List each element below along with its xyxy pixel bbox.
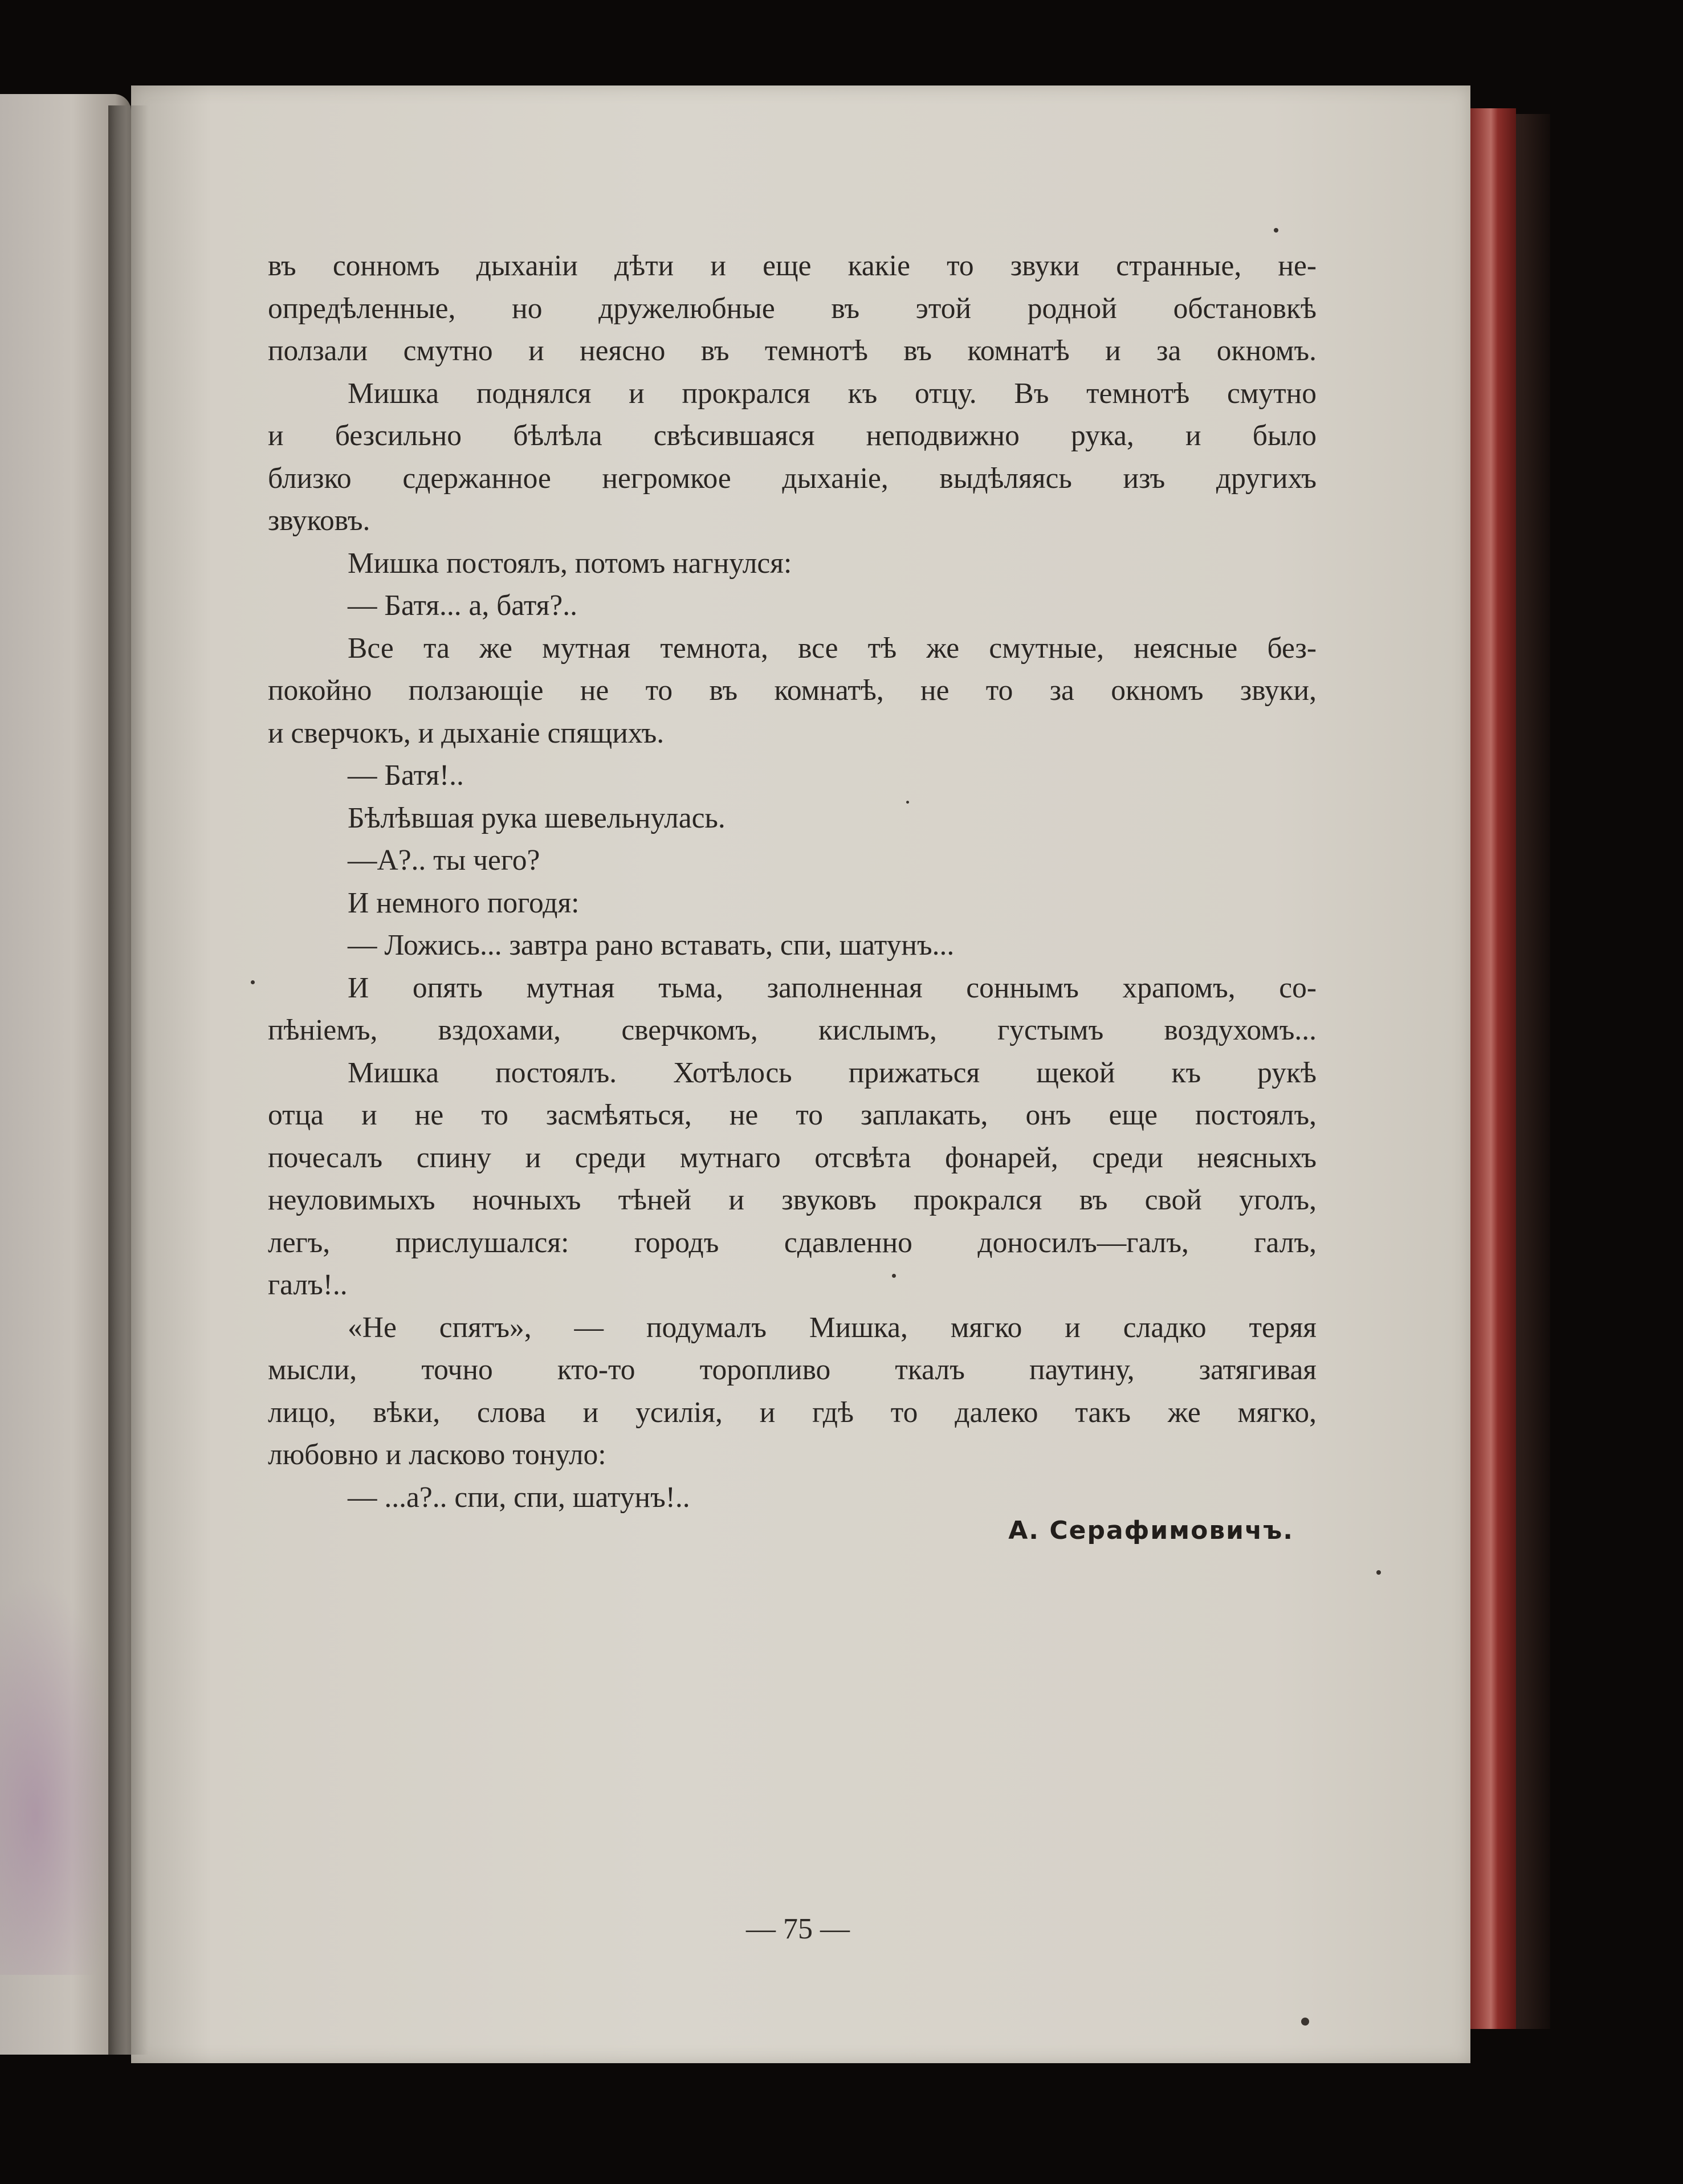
text-line: — ...а?.. спи, спи, шатунъ!..	[348, 1481, 690, 1514]
paper-speck	[1376, 1570, 1381, 1575]
text-line: — Ложись... завтра рано вставать, спи, шатунъ...	[348, 929, 955, 961]
text-line: И немного погодя:	[348, 886, 580, 919]
paper-speck	[1301, 2018, 1309, 2026]
paper-speck	[1274, 228, 1278, 233]
text-line: Мишка поднялся и прокрался къ отцу. Въ темнотѣ смутно	[348, 377, 1317, 410]
text-line: — Батя!..	[348, 759, 464, 792]
text-line: Мишка постоялъ, потомъ нагнулся:	[348, 547, 792, 580]
text-line: и безсильно бѣлѣла свѣсившаяся неподвижно рука, и было	[268, 419, 1317, 452]
text-line: и сверчокъ, и дыханiе спящихъ.	[268, 716, 665, 749]
ink-stain	[0, 1576, 120, 1975]
paper-speck	[892, 1274, 896, 1278]
text-line: легъ, прислушался: городъ сдавленно доносилъ—галъ, галъ,	[268, 1226, 1317, 1259]
text-line: галъ!..	[268, 1269, 348, 1301]
text-line: ползали смутно и неясно въ темнотѣ въ комнатѣ и за окномъ.	[268, 335, 1317, 367]
page-number: — 75 —	[746, 1913, 850, 1945]
text-line: мысли, точно кто-то торопливо ткалъ паутину, затягивая	[268, 1354, 1317, 1386]
book-gutter	[108, 105, 148, 2055]
text-line: въ сонномъ дыханiи дѣти и еще какiе то звуки странные, не-	[268, 250, 1317, 282]
text-line: покойно ползающiе не то въ комнатѣ, не то за окномъ звуки,	[268, 674, 1317, 707]
text-line: почесалъ спину и среди мутнаго отсвѣта фонарей, среди неясныхъ	[268, 1141, 1317, 1174]
red-page-edges	[1470, 108, 1516, 2029]
paper-speck	[906, 801, 909, 804]
text-line: Все та же мутная темнота, все тѣ же смутные, неясные без-	[348, 631, 1317, 665]
text-line: И опять мутная тьма, заполненная соннымъ храпомъ, со-	[348, 971, 1317, 1004]
text-line: любовно и ласково тонуло:	[268, 1439, 606, 1471]
text-line: опредѣленные, но дружелюбные въ этой родной обстановкѣ	[268, 292, 1317, 325]
text-line: близко сдержанное негромкое дыханiе, выдѣляясь изъ другихъ	[268, 462, 1317, 495]
text-line: — Батя... а, батя?..	[348, 589, 577, 622]
body-text	[268, 245, 1317, 1519]
paper-speck	[251, 980, 255, 984]
text-line: неуловимыхъ ночныхъ тѣней и звуковъ прокрался въ свой уголъ,	[268, 1184, 1317, 1216]
text-line: «Не спятъ», — подумалъ Мишка, мягко и сладко теряя	[348, 1311, 1317, 1344]
text-line: —А?.. ты чего?	[348, 844, 540, 877]
text-line: лицо, вѣки, слова и усилiя, и гдѣ то далеко такъ же мягко,	[268, 1396, 1317, 1429]
text-line: Мишка постоялъ. Хотѣлось прижаться щекой къ рукѣ	[348, 1056, 1317, 1089]
author-signature: А. Серафимовичъ.	[1008, 1516, 1294, 1545]
text-line: Бѣлѣвшая рука шевельнулась.	[348, 801, 726, 834]
text-line: звуковъ.	[268, 504, 370, 537]
text-line: отца и не то засмѣяться, не то заплакать, онъ еще постоялъ,	[268, 1099, 1317, 1131]
text-line: пѣнiемъ, вздохами, сверчкомъ, кислымъ, густымъ воздухомъ...	[268, 1014, 1317, 1046]
